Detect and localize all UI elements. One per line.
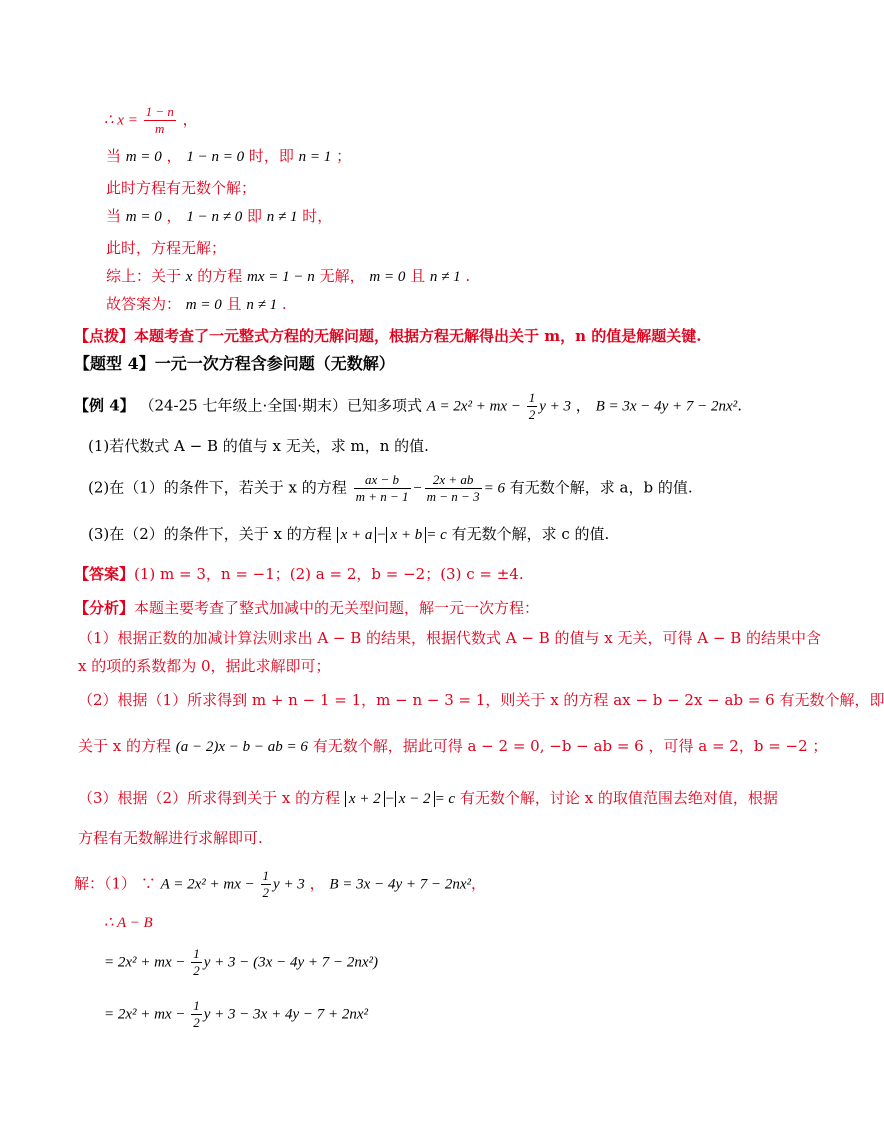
text: 有无数个解，据此可得 a − 2 = 0, −b − ab = 6 ，可得 a = 2，b = −2 ； (312, 737, 828, 755)
math: = 6 (483, 480, 505, 497)
math: B = 3x − 4y + 7 − 2nx² (595, 398, 738, 415)
text: ， (309, 874, 325, 893)
solution-line-3 (104, 946, 378, 979)
math: y + 3 (273, 876, 305, 893)
text: 关于 x 的方程 (78, 737, 171, 755)
answer-line (74, 564, 524, 584)
text: 即 (246, 207, 262, 225)
numerator: 1 − n (145, 104, 174, 119)
numerator: 1 (262, 868, 270, 883)
text: 且 (226, 295, 242, 313)
text: (2)在（1）的条件下，若关于 x 的方程 (88, 478, 347, 497)
math-abs: x + a (337, 527, 377, 543)
solution-line-1 (74, 868, 486, 901)
math: 1 − n = 0 (186, 149, 245, 165)
math: n ≠ 1 (246, 297, 278, 313)
example-stem (74, 390, 742, 423)
text: 有无数个解，求 c 的值. (451, 525, 610, 543)
line-x-equals (104, 104, 198, 137)
denominator: m + n − 1 (355, 489, 409, 504)
because-symbol: ∵ (140, 874, 156, 893)
fraction (144, 104, 176, 137)
text: （24-25 七年级上·全国·期末）已知多项式 (139, 396, 423, 415)
line-no-solution: 此时，方程无解； (106, 239, 227, 257)
text: 当 (106, 207, 122, 225)
question-3 (88, 524, 609, 545)
tip-text: 本题考查了一元整式方程的无解问题，根据方程无解得出关于 m，n 的值是解题关键. (134, 327, 702, 345)
numerator: 2x + ab (425, 472, 482, 489)
text: 有无数个解，求 a，b 的值. (509, 478, 693, 497)
math: 1 − n ≠ 0 (186, 209, 243, 225)
text: 时，即 (248, 147, 294, 165)
math-abs: x + b (386, 527, 426, 543)
math-abs: x + 2 (345, 791, 385, 807)
math: m = 0 (369, 269, 406, 285)
analysis-p2-b (78, 736, 827, 757)
math: y + 3 (539, 398, 571, 415)
math: = 2x² + mx − (104, 1006, 190, 1023)
line-infinite: 此时方程有无数个解； (106, 179, 257, 197)
math: − (384, 791, 395, 807)
math-abs: x − 2 (395, 791, 435, 807)
numerator: 1 (528, 390, 536, 405)
question-1: (1)若代数式 A − B 的值与 x 无关，求 m，n 的值. (88, 437, 429, 455)
text: 时， (302, 207, 333, 225)
text: 的方程 (197, 267, 243, 285)
analysis-p3-a (78, 788, 778, 809)
line-case-2 (106, 206, 332, 227)
text: （3）根据（2）所求得到关于 x 的方程 (78, 789, 341, 807)
math: A = 2x² + mx − (160, 876, 259, 893)
denominator: 2 (528, 407, 536, 422)
text: . (737, 396, 742, 415)
math: (a − 2)x − b − ab = 6 (175, 739, 308, 755)
analysis-p3-b: 方程有无数解进行求解即可. (78, 829, 263, 847)
analysis-intro (74, 598, 539, 618)
math: m = 0 (125, 209, 162, 225)
text: 故答案为： (106, 295, 182, 313)
math: ∴ A − B (104, 915, 153, 931)
line-case-1 (106, 146, 351, 167)
text: ， (166, 147, 182, 165)
text: 且 (410, 267, 426, 285)
math: n ≠ 1 (429, 269, 461, 285)
math: B = 3x − 4y + 7 − 2nx² (329, 876, 472, 893)
math: A = 2x² + mx − (426, 398, 525, 415)
line-final-answer (106, 294, 287, 315)
text: 有无数个解，讨论 x 的取值范围去绝对值，根据 (459, 789, 778, 807)
tip-paragraph (74, 326, 701, 346)
math: m = 0 (125, 149, 162, 165)
analysis-p1-b: x 的项的系数都为 0，据此求解即可； (78, 657, 331, 675)
math: y + 3 − 3x + 4y − 7 + 2nx² (203, 1006, 369, 1023)
math: ∴ x = (104, 112, 142, 129)
analysis-tag: 【分析】 (74, 599, 135, 617)
text: 综上：关于 (106, 267, 182, 285)
text: ； (336, 147, 352, 165)
math: n = 1 (298, 149, 332, 165)
answer-text: (1) m = 3，n = −1；(2) a = 2，b = −2；(3) c = ±4. (134, 565, 524, 583)
example-tag: 【例 4】 (74, 396, 135, 415)
math: = c (434, 791, 456, 807)
math: n ≠ 1 (266, 209, 298, 225)
text: ， (471, 874, 487, 893)
text: ， (575, 396, 591, 415)
text: . (281, 295, 287, 313)
text: (3)在（2）的条件下，关于 x 的方程 (88, 525, 332, 543)
text: 当 (106, 147, 122, 165)
text: ， (166, 207, 182, 225)
fraction (527, 390, 538, 423)
question-2 (88, 472, 693, 505)
fraction (261, 868, 272, 901)
numerator: ax − b (354, 472, 411, 489)
math: y + 3 − (3x − 4y + 7 − 2nx²) (203, 954, 378, 971)
tip-tag: 【点拨】 (74, 327, 135, 345)
denominator: 2 (262, 885, 270, 900)
fraction (191, 998, 202, 1031)
numerator: 1 (193, 998, 200, 1013)
fraction (354, 472, 411, 505)
answer-tag: 【答案】 (74, 565, 135, 583)
math: x (185, 269, 193, 285)
math: = c (426, 527, 447, 543)
text: 无解， (319, 267, 365, 285)
section-title: 【题型 4】一元一次方程含参问题（无数解） (74, 354, 395, 373)
math: − (376, 527, 387, 543)
text: 解：（1） (74, 874, 137, 893)
line-summary (106, 266, 470, 287)
denominator: 2 (193, 963, 200, 978)
text: . (465, 267, 471, 285)
solution-line-2 (104, 912, 153, 933)
fraction (425, 472, 482, 505)
denominator: m (155, 121, 165, 136)
math: = 2x² + mx − (104, 954, 190, 971)
text: 本题主要考查了整式加减中的无关型问题，解一元一次方程： (134, 599, 540, 617)
denominator: m − n − 3 (426, 489, 480, 504)
analysis-p1-a: （1）根据正数的加减计算法则求出 A − B 的结果，根据代数式 A − B 的值与 x 无关，可得 A − B 的结果中含 (78, 629, 822, 647)
text: ， (182, 110, 198, 129)
analysis-p2-a: （2）根据（1）所求得到 m + n − 1 = 1，m − n − 3 = 1，则关于 x 的方程 ax − b − 2x − ab = 6 有无数个解，即 (78, 691, 884, 709)
denominator: 2 (193, 1015, 200, 1030)
math: mx = 1 − n (247, 269, 315, 285)
solution-line-4 (104, 998, 368, 1031)
fraction (191, 946, 202, 979)
math: m = 0 (185, 297, 222, 313)
math: − (412, 480, 423, 497)
numerator: 1 (193, 946, 200, 961)
